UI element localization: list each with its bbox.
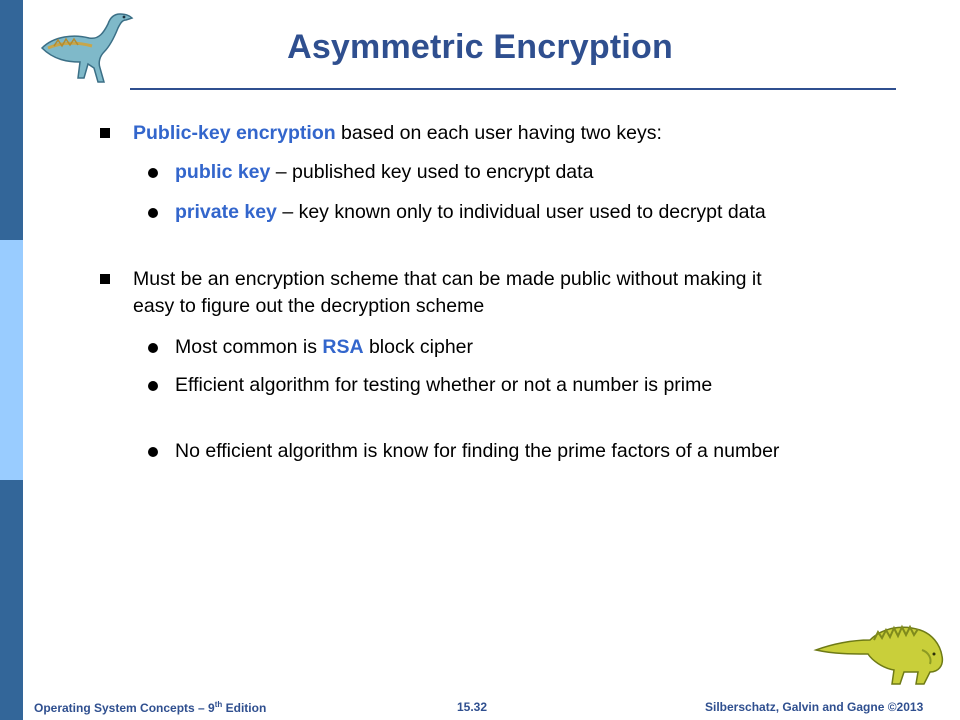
round-bullet-icon — [148, 208, 158, 218]
square-bullet-icon — [100, 128, 110, 138]
sub-bullet-primality-testing: Efficient algorithm for testing whether or not a number is prime — [175, 374, 713, 396]
sub-bullet-text: block cipher — [363, 336, 474, 358]
sub-bullet-text: Most common is — [175, 336, 323, 358]
term-public-key-encryption: Public-key encryption — [133, 122, 336, 144]
footer-edition-label: Edition — [222, 701, 267, 715]
round-bullet-icon — [148, 381, 158, 391]
page-number: 15.32 — [457, 700, 488, 714]
bullet-encryption-scheme: Must be an encryption scheme that can be made public without making it easy to figure out the decryption scheme — [133, 268, 762, 317]
square-bullet-icon — [100, 274, 110, 284]
term-private-key: private key — [175, 201, 277, 223]
round-bullet-icon — [148, 447, 158, 457]
term-rsa: RSA — [322, 336, 364, 358]
footer-book-title-main: Operating System Concepts – 9 — [34, 701, 215, 715]
footer-book-title — [34, 700, 266, 715]
term-public-key: public key — [175, 161, 271, 183]
bullet-public-key-encryption — [133, 120, 793, 147]
sub-bullet-text: – published key used to encrypt data — [270, 161, 594, 183]
footer-authors: Silberschatz, Galvin and Gagne ©2013 — [705, 700, 924, 714]
sub-bullet-private-key — [175, 199, 795, 226]
dinosaur-logo-icon — [812, 610, 952, 690]
bullet-text: based on each user having two keys: — [335, 122, 662, 144]
sub-bullet-text: – key known only to individual user used to decrypt data — [276, 201, 766, 223]
sub-bullet-public-key — [175, 159, 795, 186]
sub-bullet-prime-factors: No efficient algorithm is know for finding the prime factors of a number — [175, 440, 780, 462]
round-bullet-icon — [148, 168, 158, 178]
slide-title: Asymmetric Encryption — [287, 28, 673, 66]
round-bullet-icon — [148, 343, 158, 353]
footer-edition-superscript: th — [214, 700, 223, 709]
sub-bullet-rsa — [175, 334, 795, 361]
